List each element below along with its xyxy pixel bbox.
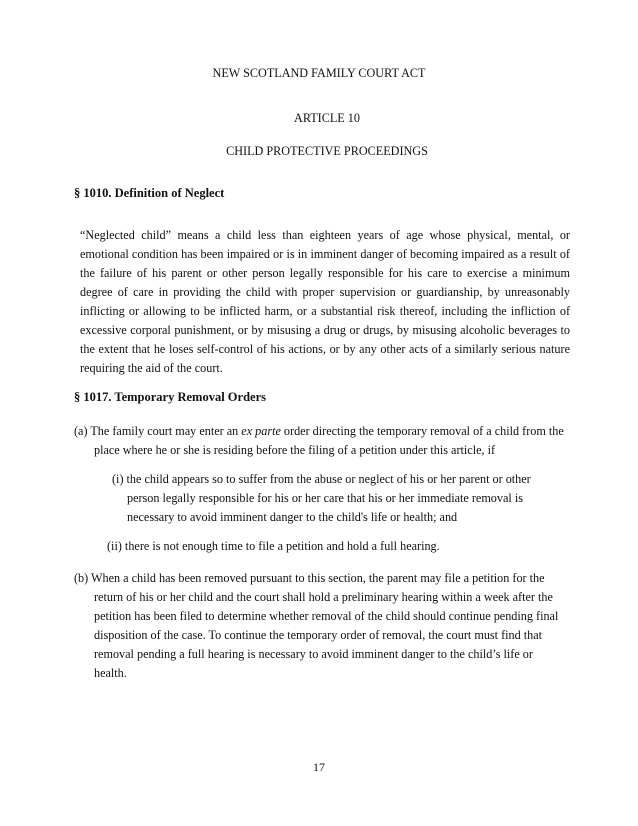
part-title: CHILD PROTECTIVE PROCEEDINGS — [226, 144, 428, 158]
item-a-text-before: (a) The family court may enter an — [74, 424, 242, 438]
article-number: ARTICLE 10 — [294, 111, 360, 125]
page-number: 17 — [313, 760, 325, 774]
section-1017-item-a — [74, 422, 564, 460]
section-1017-item-b: (b) When a child has been removed pursuant to this section, the parent may file a petition for the return of his or her child and the court shall hold a preliminary hearing within a week after the petition has been filed to determine whether removal of the child should continue pending final disposition of the case. To continue the temporary order of removal, the court must find that removal pending a full hearing is necessary to avoid imminent danger to the child’s life or health. — [74, 571, 559, 680]
section-1010-body: “Neglected child” means a child less than eighteen years of age whose physical, mental, or emotional condition has been impaired or is in imminent danger of becoming impaired as a result of the failure of his parent or other person legally responsible for his care to exercise a minimum degree of care in providing the child with proper supervision or guardianship, by unreasonably inflicting or allowing to be inflicted harm, or a substantial risk thereof, including the infliction of excessive corporal punishment, or by misusing a drug or drugs, by misusing alcoholic beverages to the extent that he loses self-control of his actions, or by any other acts of a similarly serious nature requiring the aid of the court. — [80, 228, 570, 375]
section-1010-heading: § 1010. Definition of Neglect — [74, 186, 225, 200]
section-1017-item-i: (i) the child appears so to suffer from the abuse or neglect of his or her parent or other person legally responsible for his or her care that his or her immediate removal is necessary to avoid imminent danger to the child's life or health; and — [112, 472, 531, 524]
section-1017-heading: § 1017. Temporary Removal Orders — [74, 390, 266, 404]
section-1017-item-ii: (ii) there is not enough time to file a petition and hold a full hearing. — [107, 539, 440, 553]
act-title: NEW SCOTLAND FAMILY COURT ACT — [212, 66, 426, 80]
item-a-italic-term: ex parte — [241, 424, 281, 438]
item-a-text-after: order directing the temporary removal of a child from the place where he or she is residing before the filing of a petition under this article, if — [94, 424, 564, 457]
